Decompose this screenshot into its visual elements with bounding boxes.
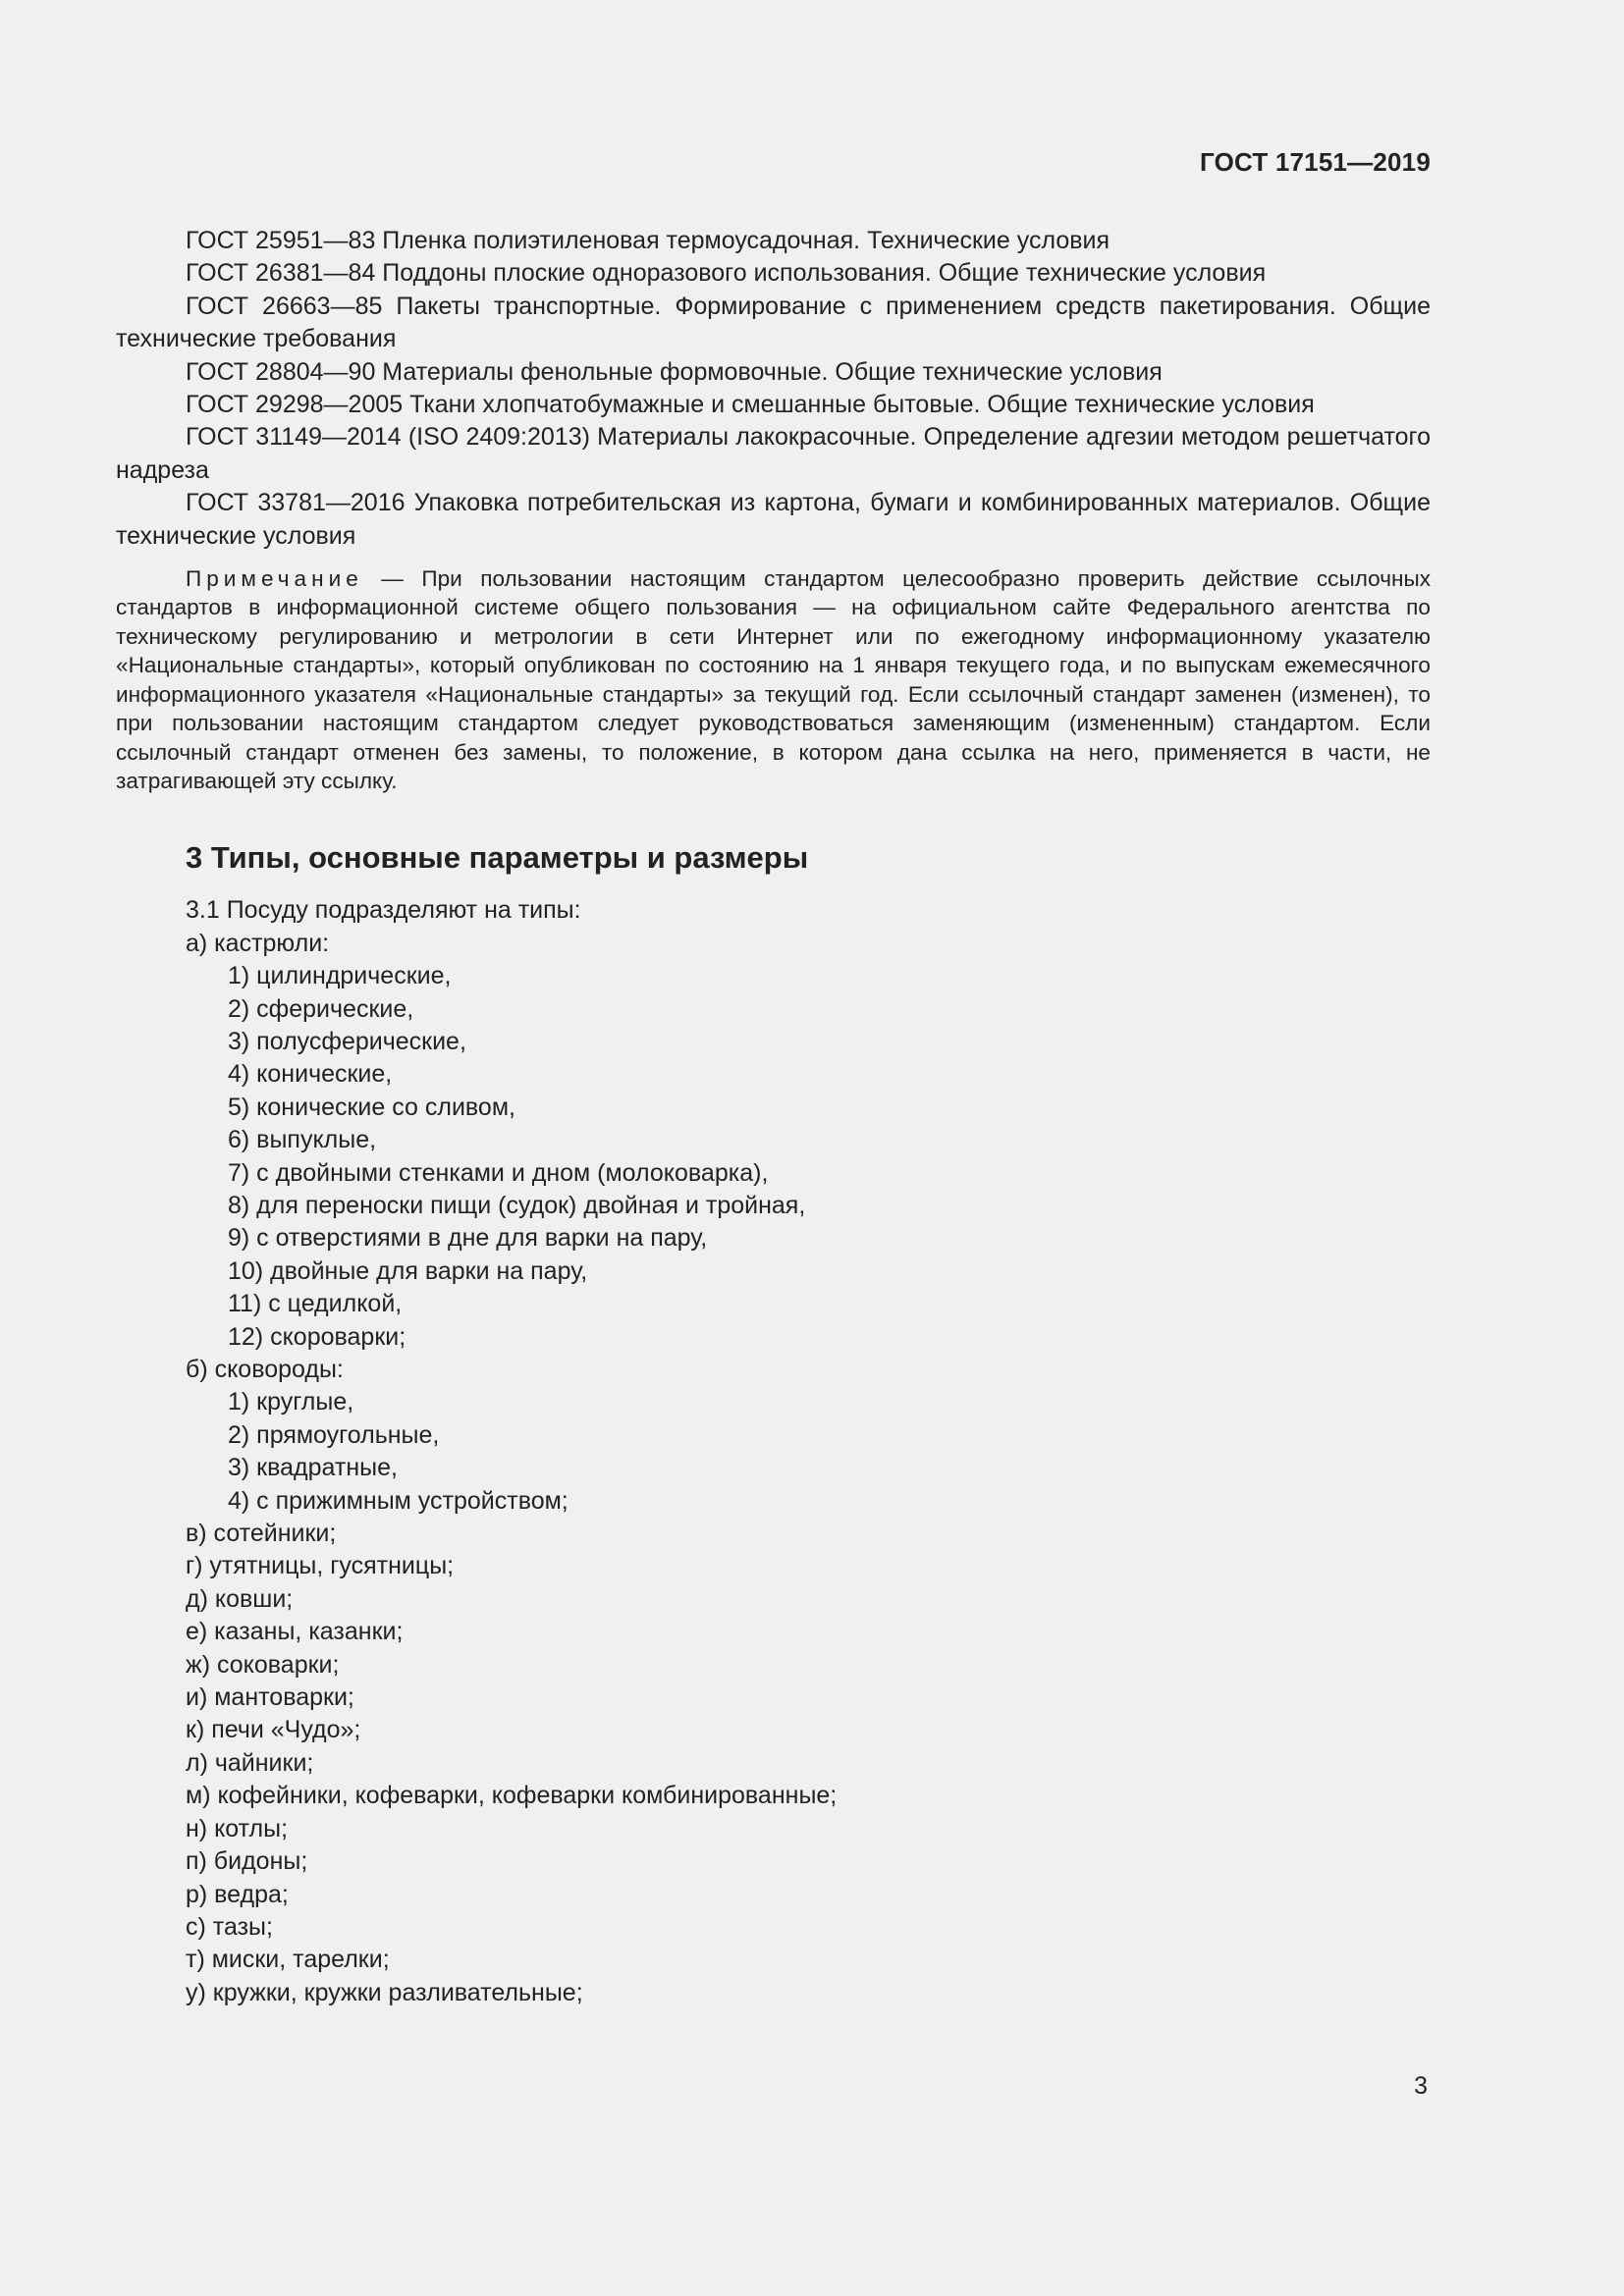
- reference-item: ГОСТ 31149—2014 (ISO 2409:2013) Материалы лакокрасочные. Определение адгезии методом решетчатого надреза: [116, 423, 1431, 484]
- sublist-item: 2) сферические,: [228, 994, 414, 1023]
- reference-item: ГОСТ 25951—83 Пленка полиэтиленовая термоусадочная. Технические условия: [186, 227, 1110, 254]
- sublist-item: 4) с прижимным устройством;: [228, 1486, 568, 1515]
- page-number: 3: [1414, 2072, 1428, 2100]
- sublist-item: 3) полусферические,: [228, 1027, 466, 1055]
- sublist: [228, 960, 1431, 1354]
- list-item: у) кружки, кружки разливательные;: [186, 1978, 583, 2006]
- reference-item: ГОСТ 26663—85 Пакеты транспортные. Формирование с применением средств пакетирования. Общие технические требования: [116, 292, 1431, 353]
- list-item: л) чайники;: [186, 1748, 314, 1777]
- sublist-item: 2) прямоугольные,: [228, 1420, 440, 1449]
- list-item: м) кофейники, кофеварки, кофеварки комбинированные;: [186, 1782, 838, 1810]
- reference-item: ГОСТ 28804—90 Материалы фенольные формовочные. Общие технические условия: [186, 357, 1163, 386]
- list-item: р) ведра;: [186, 1880, 289, 1908]
- note-paragraph: [116, 564, 1431, 795]
- sublist-item: 9) с отверстиями в дне для варки на пару,: [228, 1224, 708, 1253]
- list-item: [186, 928, 1431, 1354]
- list-item: п) бидоны;: [186, 1847, 308, 1876]
- sublist-item: 1) цилиндрические,: [228, 962, 452, 990]
- sublist-item: 1) круглые,: [228, 1388, 354, 1416]
- list-item: к) печи «Чудо»;: [186, 1716, 361, 1744]
- list-item: ж) соковарки;: [186, 1650, 340, 1679]
- sublist-item: 5) конические со сливом,: [228, 1093, 515, 1121]
- list-item: н) котлы;: [186, 1814, 289, 1842]
- list-item: в) сотейники;: [186, 1520, 337, 1548]
- note-label: Примечание: [186, 566, 363, 592]
- list-item-label: а) кастрюли:: [186, 929, 330, 957]
- sublist-item: 3) квадратные,: [228, 1454, 398, 1482]
- sublist-item: 11) с цедилкой,: [228, 1290, 403, 1318]
- page-content: [116, 225, 1431, 2009]
- sublist-item: 6) выпуклые,: [228, 1126, 377, 1154]
- sublist-item: 12) скороварки;: [228, 1322, 406, 1351]
- sublist-item: 8) для переноски пищи (судок) двойная и тройная,: [228, 1191, 806, 1219]
- list-item: г) утятницы, гусятницы;: [186, 1552, 455, 1580]
- sublist: [228, 1386, 1431, 1518]
- references-list: [116, 225, 1431, 553]
- sublist-item: 7) с двойными стенками и дном (молоковарка),: [228, 1158, 769, 1187]
- list-item: и) мантоварки;: [186, 1683, 354, 1712]
- list-item: с) тазы;: [186, 1912, 273, 1941]
- section-title: 3 Типы, основные параметры и размеры: [186, 840, 809, 876]
- list-item: д) ковши;: [186, 1584, 294, 1613]
- list-item: е) казаны, казанки;: [186, 1618, 404, 1646]
- section-intro: 3.1 Посуду подразделяют на типы:: [186, 896, 581, 925]
- document-header-id: ГОСТ 17151—2019: [1200, 147, 1431, 177]
- reference-item: ГОСТ 26381—84 Поддоны плоские одноразового использования. Общие технические условия: [186, 259, 1267, 288]
- reference-item: ГОСТ 29298—2005 Ткани хлопчатобумажные и смешанные бытовые. Общие технические условия: [186, 391, 1315, 419]
- list-item: т) миски, тарелки;: [186, 1946, 390, 1974]
- list-item: [186, 1354, 1431, 1518]
- types-list: [186, 928, 1431, 2009]
- sublist-item: 4) конические,: [228, 1060, 393, 1089]
- note-text: — При пользовании настоящим стандартом целесообразно проверить действие ссылочных стандартов в информационной системе общего пользования — на официальном сайте Федерального агентства по техническому регулированию и метрологии в сети Интернет или по ежегодному информационному указателю «Национальные стандарты», который опубликован по состоянию на 1 января текущего года, и по выпускам ежемесячного информационного указателя «Национальные стандарты» за текущий год. Если ссылочный стандарт заменен (изменен), то при пользовании настоящим стандартом следует руководствоваться заменяющим (измененным) стандартом. Если ссылочный стандарт отменен без замены, то положение, в котором дана ссылка на него, применяется в части, не затрагивающей эту ссылку.: [116, 566, 1431, 793]
- list-item-label: б) сковороды:: [186, 1356, 344, 1383]
- sublist-item: 10) двойные для варки на пару,: [228, 1256, 588, 1285]
- reference-item: ГОСТ 33781—2016 Упаковка потребительская из картона, бумаги и комбинированных материалов. Общие технические условия: [116, 489, 1431, 550]
